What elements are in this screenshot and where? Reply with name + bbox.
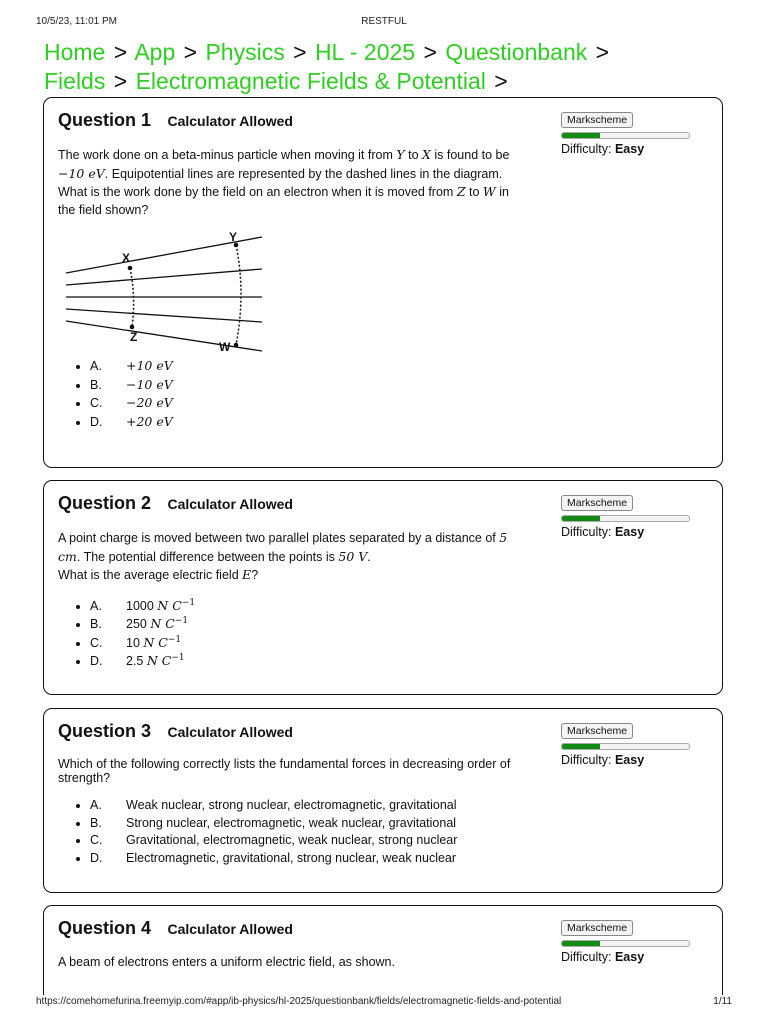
difficulty-value: Easy	[614, 142, 645, 156]
calculator-label: Calculator Allowed	[167, 724, 293, 740]
markscheme-button[interactable]: Markscheme	[561, 723, 633, 739]
question-card-1	[43, 97, 723, 468]
option-a[interactable]	[90, 597, 528, 616]
option-value: +20 eV	[126, 413, 173, 429]
text-run: .	[367, 549, 371, 564]
difficulty-bar	[561, 743, 690, 750]
option-letter: D.	[90, 850, 103, 865]
difficulty-bar-fill	[562, 133, 600, 138]
question-text	[58, 529, 528, 585]
option-letter: B.	[90, 815, 102, 830]
option-b[interactable]	[90, 815, 528, 833]
print-url: https://comehomefurina.freemyip.com/#app/ib-physics/hl-2025/questionbank/fields/electromagnetic-fields-and-potential	[36, 996, 562, 1007]
option-unit: N C	[157, 597, 182, 613]
breadcrumb-separator: >	[494, 68, 508, 94]
option-value: 10	[126, 635, 140, 650]
question-side-panel	[561, 493, 701, 539]
text-run: . Equipotential lines are represented by the dashed lines in the diagram. What is the work done by the field on an electron when it is moved from	[58, 166, 503, 199]
option-exponent: −1	[167, 634, 182, 645]
difficulty-value: Easy	[614, 753, 645, 767]
breadcrumb-physics[interactable]: Physics	[205, 39, 285, 65]
question-header	[58, 721, 293, 742]
question-side-panel	[561, 918, 701, 964]
question-title: Question 3	[58, 721, 152, 741]
difficulty-label: Difficulty:	[561, 950, 612, 964]
equipotential-line	[236, 245, 241, 345]
text-run: is found to be	[430, 148, 510, 162]
question-body	[58, 954, 528, 972]
breadcrumb-separator: >	[293, 39, 307, 65]
math-inline: E	[242, 567, 252, 582]
math-inline: Z	[456, 184, 466, 199]
difficulty-bar-fill	[562, 516, 600, 521]
difficulty	[561, 753, 701, 767]
question-body	[58, 757, 528, 867]
calculator-label: Calculator Allowed	[167, 496, 293, 512]
breadcrumb	[44, 38, 734, 96]
option-letter: D.	[90, 414, 103, 429]
field-line	[66, 269, 262, 285]
option-c[interactable]	[90, 832, 528, 850]
text-run: in the field shown?	[58, 185, 509, 217]
question-title: Question 1	[58, 110, 152, 130]
field-line	[66, 321, 262, 351]
breadcrumb-hl-2025[interactable]: HL - 2025	[314, 39, 416, 65]
markscheme-button[interactable]: Markscheme	[561, 112, 633, 128]
option-a[interactable]	[90, 797, 528, 815]
question-header	[58, 493, 293, 514]
field-line	[66, 309, 262, 322]
difficulty	[561, 950, 701, 964]
text-run: . The potential difference between the points is	[76, 549, 339, 564]
option-letter: D.	[90, 654, 103, 668]
question-side-panel	[561, 110, 701, 156]
option-letter: A.	[90, 798, 102, 812]
math-inline: 50 V	[338, 548, 368, 564]
option-value: 250	[126, 617, 147, 631]
option-letter: C.	[90, 635, 103, 650]
option-letter: B.	[90, 617, 102, 631]
option-value: Strong nuclear, electromagnetic, weak nuclear, gravitational	[126, 815, 457, 830]
question-header	[58, 918, 293, 939]
markscheme-button[interactable]: Markscheme	[561, 920, 633, 936]
math-inline: 5 cm	[58, 530, 508, 564]
difficulty-bar	[561, 515, 690, 522]
difficulty-value: Easy	[614, 525, 645, 539]
field-lines-diagram	[64, 225, 269, 353]
point-w	[234, 343, 239, 348]
calculator-label: Calculator Allowed	[167, 921, 293, 937]
breadcrumb-separator: >	[113, 39, 128, 65]
breadcrumb-app[interactable]: App	[134, 39, 176, 65]
question-side-panel	[561, 721, 701, 767]
option-value: Electromagnetic, gravitational, strong nuclear, weak nuclear	[126, 850, 457, 865]
point-z	[130, 325, 135, 330]
print-page-number: 1/11	[713, 996, 732, 1007]
label-w: W	[219, 340, 231, 353]
options-list	[58, 597, 528, 671]
point-x	[128, 266, 133, 271]
breadcrumb-home[interactable]: Home	[44, 39, 106, 65]
print-title: RESTFUL	[361, 16, 407, 27]
difficulty	[561, 525, 701, 539]
option-b[interactable]	[90, 615, 528, 634]
text-run: ?	[251, 568, 259, 582]
difficulty	[561, 142, 701, 156]
breadcrumb-separator: >	[423, 39, 437, 65]
option-letter: C.	[90, 396, 103, 410]
option-c[interactable]	[90, 634, 528, 653]
question-card-2	[43, 480, 723, 695]
option-value: +10 eV	[126, 358, 173, 373]
option-d[interactable]	[90, 413, 528, 432]
option-value: Gravitational, electromagnetic, weak nuclear, strong nuclear	[126, 833, 458, 847]
difficulty-label: Difficulty:	[561, 142, 612, 156]
math-inline: Y	[396, 147, 405, 162]
option-unit: N C	[150, 616, 175, 631]
option-value: −10 eV	[126, 376, 173, 392]
label-y: Y	[229, 230, 238, 244]
math-inline: W	[482, 184, 496, 199]
option-letter: A.	[90, 359, 102, 373]
question-header	[58, 110, 293, 131]
difficulty-value: Easy	[614, 950, 645, 964]
question-card-3	[43, 708, 723, 893]
breadcrumb-separator: >	[595, 39, 610, 65]
options-list	[58, 357, 528, 431]
breadcrumb-separator: >	[183, 39, 198, 65]
difficulty-bar-fill	[562, 744, 600, 749]
option-letter: A.	[90, 598, 102, 613]
text-run: The work done on a beta-minus particle when moving it from	[58, 148, 397, 162]
question-body	[58, 146, 528, 431]
option-unit: N C	[143, 634, 168, 650]
option-exponent: −1	[171, 652, 185, 663]
breadcrumb-fields[interactable]: Fields	[44, 68, 106, 94]
question-title: Question 4	[58, 918, 152, 938]
difficulty-bar	[561, 940, 690, 947]
option-a[interactable]	[90, 357, 528, 376]
option-exponent: −1	[174, 615, 189, 626]
option-value: Weak nuclear, strong nuclear, electromagnetic, gravitational	[126, 798, 457, 812]
option-value: −20 eV	[126, 395, 173, 410]
difficulty-label: Difficulty:	[561, 753, 612, 767]
calculator-label: Calculator Allowed	[167, 113, 293, 129]
option-value: 2.5	[126, 654, 144, 668]
breadcrumb-electromagnetic[interactable]: Electromagnetic Fields & Potential	[135, 68, 486, 94]
option-d[interactable]	[90, 652, 528, 671]
option-d[interactable]	[90, 850, 528, 868]
question-text	[58, 146, 528, 219]
text-run: What is the average electric field	[58, 568, 243, 582]
text-run: A point charge is moved between two parallel plates separated by a distance of	[58, 531, 500, 545]
question-text: Which of the following correctly lists the fundamental forces in decreasing order of strength?	[58, 757, 511, 785]
math-inline: −10 eV	[58, 165, 105, 181]
options-list	[58, 797, 528, 867]
label-x: X	[122, 251, 131, 265]
difficulty-label: Difficulty:	[561, 525, 612, 539]
breadcrumb-separator: >	[113, 68, 128, 94]
question-text: A beam of electrons enters a uniform electric field, as shown.	[58, 955, 395, 969]
markscheme-button[interactable]: Markscheme	[561, 495, 633, 511]
breadcrumb-questionbank[interactable]: Questionbank	[445, 39, 588, 65]
option-letter: C.	[90, 833, 103, 847]
text-run: to	[465, 185, 483, 199]
option-value: 1000	[126, 598, 154, 613]
option-c[interactable]	[90, 394, 528, 413]
question-body	[58, 529, 528, 671]
math-inline: X	[422, 147, 431, 162]
option-unit: N C	[146, 653, 172, 668]
difficulty-bar	[561, 132, 690, 139]
option-b[interactable]	[90, 376, 528, 395]
question-card-4	[43, 905, 723, 995]
label-z: Z	[130, 330, 138, 344]
print-datetime: 10/5/23, 11:01 PM	[36, 16, 117, 27]
difficulty-bar-fill	[562, 941, 600, 946]
text-run: to	[404, 148, 422, 162]
option-letter: B.	[90, 377, 102, 392]
option-exponent: −1	[181, 597, 196, 608]
question-title: Question 2	[58, 493, 152, 513]
